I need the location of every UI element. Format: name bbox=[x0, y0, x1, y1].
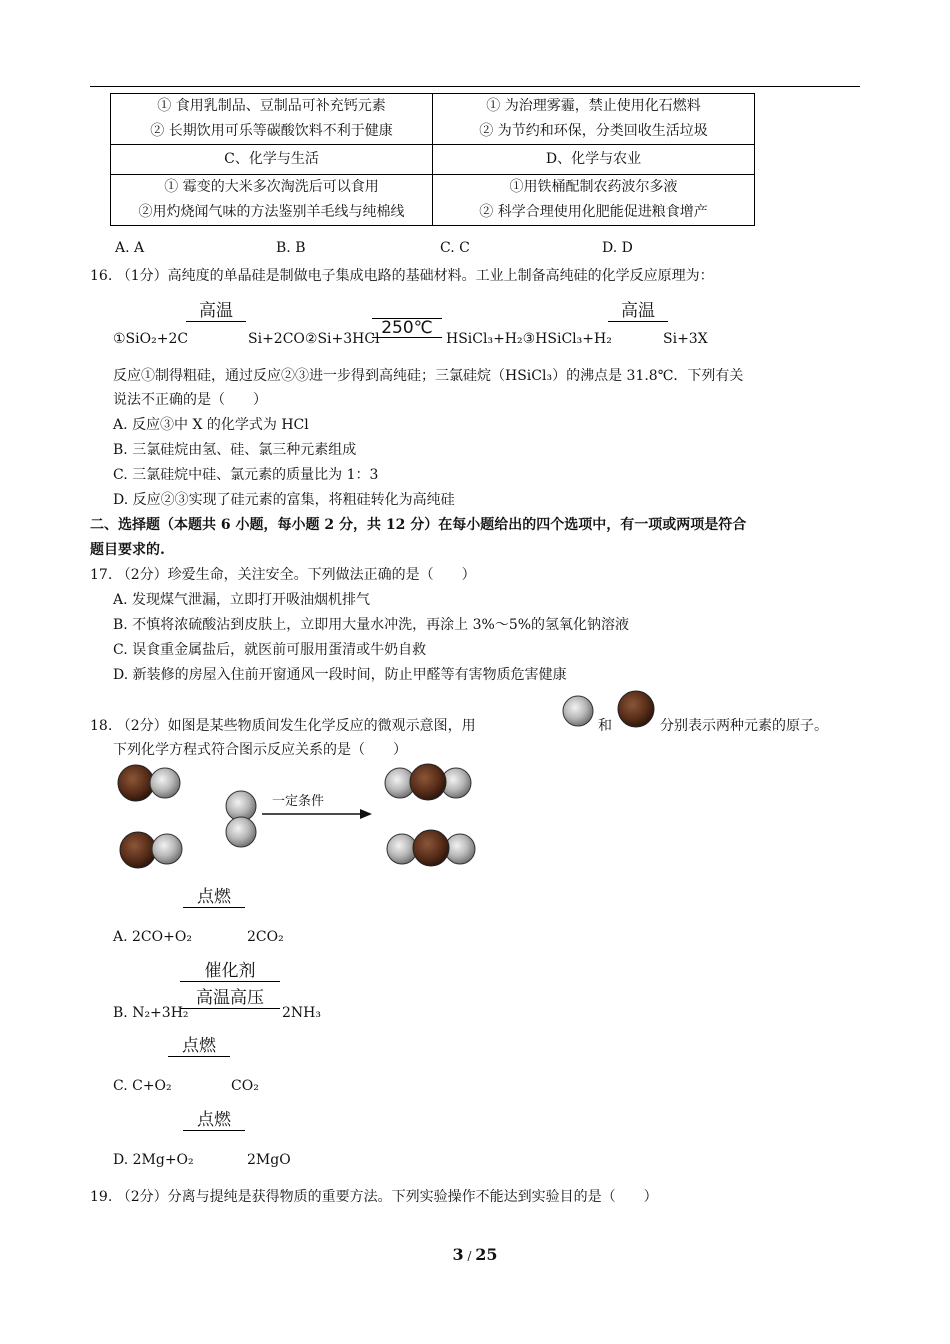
q16-stem: 16. （1分）高纯度的单晶硅是制做电子集成电路的基础材料。工业上制备高纯硅的化学反应原理为： bbox=[90, 268, 714, 284]
q18-c-left: C. C+O₂ bbox=[113, 1078, 172, 1094]
q18-stem-line2: 下列化学方程式符合图示反应关系的是（ ） bbox=[113, 742, 407, 758]
page-total: 25 bbox=[475, 1245, 498, 1264]
q16-eq-part4: Si+3X bbox=[663, 331, 708, 347]
reaction-diagram bbox=[110, 760, 490, 875]
q18-d-left: D. 2Mg+O₂ bbox=[113, 1152, 194, 1168]
table-cell bbox=[433, 94, 755, 145]
q18-b-right: 2NH₃ bbox=[282, 1005, 321, 1021]
q16-desc-line1: 反应①制得粗硅，通过反应②③进一步得到高纯硅；三氯硅烷（HSiCl₃）的沸点是 31.8℃．下列有关 bbox=[113, 368, 744, 384]
arrow-head-icon bbox=[360, 809, 372, 819]
page-current: 3 bbox=[452, 1245, 464, 1264]
table-cell bbox=[111, 175, 433, 226]
q16-option-d: D. 反应②③实现了硅元素的富集，将粗硅转化为高纯硅 bbox=[113, 492, 455, 508]
table-header-d: D、化学与农业 bbox=[433, 145, 755, 175]
q17-option-d: D. 新装修的房屋入住前开窗通风一段时间，防止甲醛等有害物质危害健康 bbox=[113, 667, 567, 683]
q17-option-b: B. 不慎将浓硫酸沾到皮肤上，立即用大量水冲洗，再涂上 3%～5%的氢氧化钠溶液 bbox=[113, 617, 630, 633]
header-rule bbox=[90, 86, 860, 87]
cell-line: ② 长期饮用可乐等碳酸饮料不利于健康 bbox=[150, 123, 393, 139]
brown-atom-icon bbox=[615, 688, 657, 730]
cell-line: ② 科学合理使用化肥能促进粮食增产 bbox=[479, 204, 708, 220]
q16-option-b: B. 三氯硅烷由氢、硅、氯三种元素组成 bbox=[113, 442, 357, 458]
cell-line: ②用灼烧闻气味的方法鉴别羊毛线与纯棉线 bbox=[138, 204, 405, 220]
cell-line: ② 为节约和环保，分类回收生活垃圾 bbox=[479, 123, 708, 139]
q18-stem-a: 18. （2分）如图是某些物质间发生化学反应的微观示意图，用 bbox=[90, 718, 476, 734]
q15-option-b: B. B bbox=[276, 240, 306, 256]
section-2-heading: 二、选择题（本题共 6 小题，每小题 2 分，共 12 分）在每小题给出的四个选项中，有一项或两项是符合 bbox=[90, 517, 747, 533]
options-table bbox=[110, 93, 755, 226]
cell-line: ① 为治理雾霾，禁止使用化石燃料 bbox=[486, 98, 701, 114]
q17-stem: 17. （2分）珍爱生命，关注安全。下列做法正确的是（ ） bbox=[90, 567, 476, 583]
molecule-co bbox=[118, 765, 180, 801]
q18-d-right: 2MgO bbox=[247, 1152, 291, 1168]
q18-d-condition: 点燃 bbox=[183, 1105, 245, 1131]
molecule-co2 bbox=[387, 830, 475, 866]
q18-b-condition-top: 催化剂 bbox=[180, 956, 280, 982]
q18-a-right: 2CO₂ bbox=[247, 929, 284, 945]
q18-b-left: B. N₂+3H₂ bbox=[113, 1005, 189, 1021]
page-separator: / bbox=[463, 1249, 476, 1263]
table-header-c: C、化学与生活 bbox=[111, 145, 433, 175]
cell-line: ① 食用乳制品、豆制品可补充钙元素 bbox=[157, 98, 386, 114]
q16-option-c: C. 三氯硅烷中硅、氯元素的质量比为 1：3 bbox=[113, 467, 379, 483]
q17-option-c: C. 误食重金属盐后，就医前可服用蛋清或牛奶自救 bbox=[113, 642, 427, 658]
arrow-label: 一定条件 bbox=[272, 794, 325, 809]
q15-option-a: A. A bbox=[115, 240, 145, 256]
q16-eq-part3: HSiCl₃+H₂③HSiCl₃+H₂ bbox=[446, 331, 612, 347]
section-2-heading-cont: 题目要求的. bbox=[90, 542, 165, 558]
molecule-co2 bbox=[385, 764, 471, 800]
q16-eq-part1: ①SiO₂+2C bbox=[113, 331, 189, 347]
q18-b-condition-bottom: 高温高压 bbox=[180, 983, 280, 1009]
q18-a-condition: 点燃 bbox=[183, 882, 245, 908]
q18-c-condition: 点燃 bbox=[168, 1031, 230, 1057]
q16-desc-line2: 说法不正确的是（ ） bbox=[113, 392, 267, 408]
q15-option-d: D. D bbox=[602, 240, 633, 256]
q18-stem-b: 分别表示两种元素的原子。 bbox=[660, 718, 828, 734]
q16-condition-1: 高温 bbox=[186, 296, 246, 322]
q18-a-left: A. 2CO+O₂ bbox=[113, 929, 192, 945]
q15-option-c: C. C bbox=[440, 240, 470, 256]
q19-stem: 19. （2分）分离与提纯是获得物质的重要方法。下列实验操作不能达到实验目的是（ ） bbox=[90, 1189, 658, 1205]
q18-c-right: CO₂ bbox=[231, 1078, 259, 1094]
table-cell bbox=[433, 175, 755, 226]
table-cell bbox=[111, 94, 433, 145]
cell-line: ① 霉变的大米多次淘洗后可以食用 bbox=[164, 179, 379, 195]
q16-condition-2: 250℃ bbox=[372, 318, 442, 338]
q16-condition-3: 高温 bbox=[608, 296, 668, 322]
page-number bbox=[0, 1245, 950, 1264]
q17-option-a: A. 发现煤气泄漏，立即打开吸油烟机排气 bbox=[113, 592, 371, 608]
cell-line: ①用铁桶配制农药波尔多液 bbox=[509, 179, 678, 195]
q18-stem-he: 和 bbox=[598, 718, 612, 734]
q16-eq-part2: Si+2CO②Si+3HCl bbox=[248, 331, 380, 347]
gray-atom-icon bbox=[560, 693, 596, 729]
q16-option-a: A. 反应③中 X 的化学式为 HCl bbox=[113, 417, 309, 433]
molecule-o2 bbox=[226, 791, 256, 847]
molecule-co bbox=[120, 832, 182, 868]
